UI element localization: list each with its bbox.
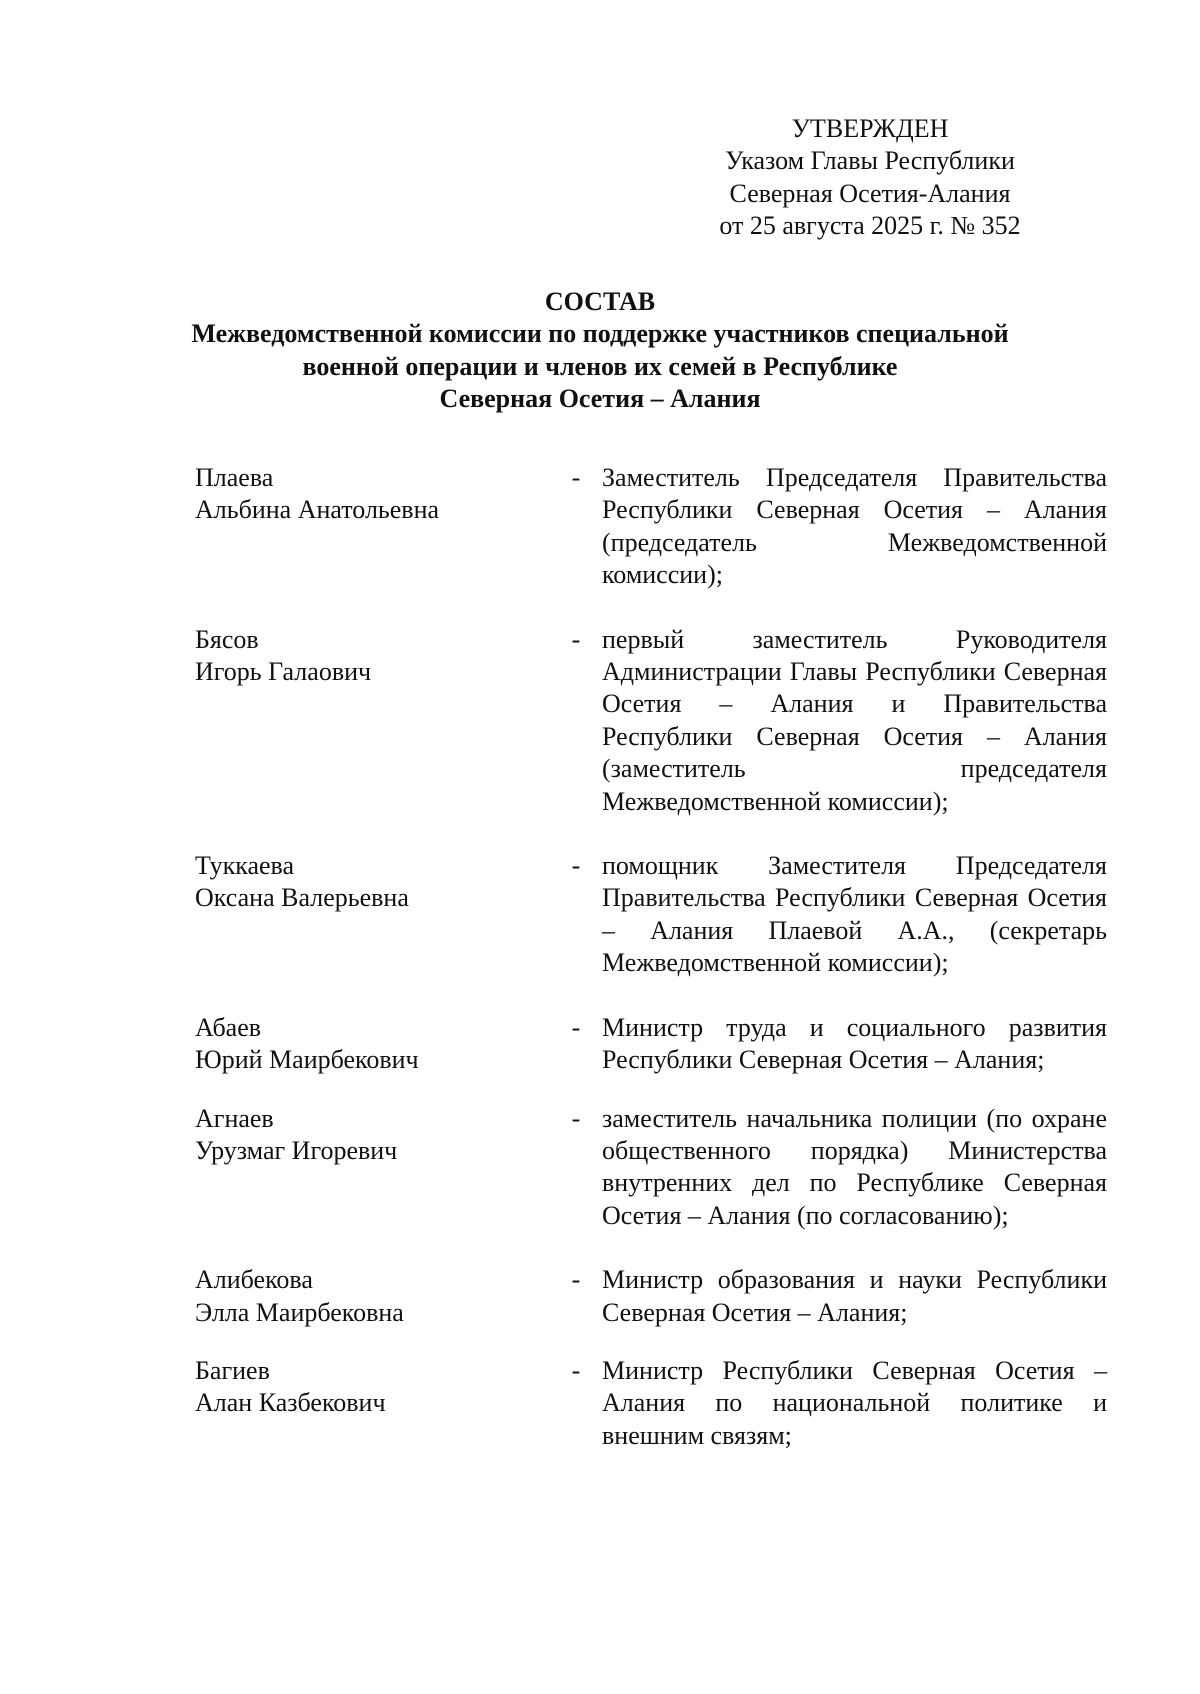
- member-surname: Абаев: [195, 1012, 262, 1042]
- member-separator: -: [571, 1012, 581, 1042]
- member-separator: -: [571, 1355, 581, 1385]
- member-entry: [195, 462, 1115, 592]
- member-given-names: Алан Казбекович: [195, 1388, 386, 1418]
- member-given-names: Игорь Галаович: [195, 657, 372, 687]
- member-surname: Агнаев: [195, 1103, 274, 1133]
- member-role: заместитель начальника полиции (по охране общественного порядка) Министерства внутренних дел по Республике Северная Осетия – Алания (по согласованию);: [602, 1103, 1107, 1230]
- member-entry: [195, 1012, 1115, 1077]
- member-surname: Бясов: [195, 624, 259, 654]
- title-line-3: Северная Осетия – Алания: [439, 384, 761, 414]
- member-entry: [195, 1355, 1115, 1452]
- member-name: [195, 850, 550, 915]
- member-given-names: Элла Маирбековна: [195, 1297, 404, 1327]
- member-separator: -: [571, 1103, 581, 1133]
- member-surname: Туккаева: [195, 851, 295, 881]
- member-separator: -: [571, 851, 581, 881]
- member-entry: [195, 1103, 1115, 1233]
- member-role: первый заместитель Руководителя Администрации Главы Республики Северная Осетия – Алания и Правительства Республики Северная Осетия – Алания (заместитель председателя Межведомственной комиссии);: [602, 624, 1107, 816]
- member-name: [195, 624, 550, 689]
- title-line-2: военной операции и членов их семей в Республике: [302, 351, 898, 381]
- approval-status: УТВЕРЖДЕН: [791, 114, 949, 143]
- document-title: [140, 286, 1060, 416]
- member-entry: [195, 624, 1115, 818]
- member-surname: Алибекова: [195, 1265, 313, 1295]
- approval-date-number: от 25 августа 2025 г. № 352: [719, 211, 1021, 241]
- member-role: Заместитель Председателя Правительства Республики Северная Осетия – Алания (председатель Межведомственной комиссии);: [602, 463, 1107, 590]
- member-given-names: Юрий Маирбекович: [195, 1045, 419, 1075]
- member-separator: -: [571, 1265, 581, 1295]
- approval-region: Северная Осетия-Алания: [729, 178, 1011, 208]
- member-given-names: Оксана Валерьевна: [195, 883, 409, 913]
- member-given-names: Урузмаг Игоревич: [195, 1135, 398, 1165]
- member-separator: -: [571, 463, 581, 492]
- title-heading: СОСТАВ: [544, 287, 656, 316]
- member-name: [195, 1264, 550, 1329]
- member-name: [195, 462, 550, 527]
- title-line-1: Межведомственной комиссии по поддержке участников специальной: [191, 319, 1009, 349]
- member-role: Министр образования и науки Республики Северная Осетия – Алания;: [602, 1265, 1107, 1327]
- member-name: [195, 1103, 550, 1168]
- member-entry: [195, 850, 1115, 980]
- member-role: помощник Заместителя Председателя Правительства Республики Северная Осетия – Алания Плаевой А.А., (секретарь Межведомственной комиссии);: [602, 851, 1107, 978]
- approval-stamp: [680, 113, 1060, 243]
- member-separator: -: [571, 624, 581, 654]
- member-surname: Плаева: [195, 463, 274, 492]
- member-name: [195, 1355, 550, 1420]
- member-role: Министр труда и социального развития Республики Северная Осетия – Алания;: [602, 1012, 1107, 1075]
- member-given-names: Альбина Анатольевна: [195, 495, 440, 525]
- member-role: Министр Республики Северная Осетия – Алания по национальной политике и внешним связям;: [602, 1355, 1107, 1450]
- member-name: [195, 1012, 550, 1077]
- member-list: [195, 462, 1115, 1452]
- approval-authority: Указом Главы Республики: [725, 146, 1015, 176]
- member-surname: Багиев: [195, 1355, 270, 1385]
- member-entry: [195, 1264, 1115, 1329]
